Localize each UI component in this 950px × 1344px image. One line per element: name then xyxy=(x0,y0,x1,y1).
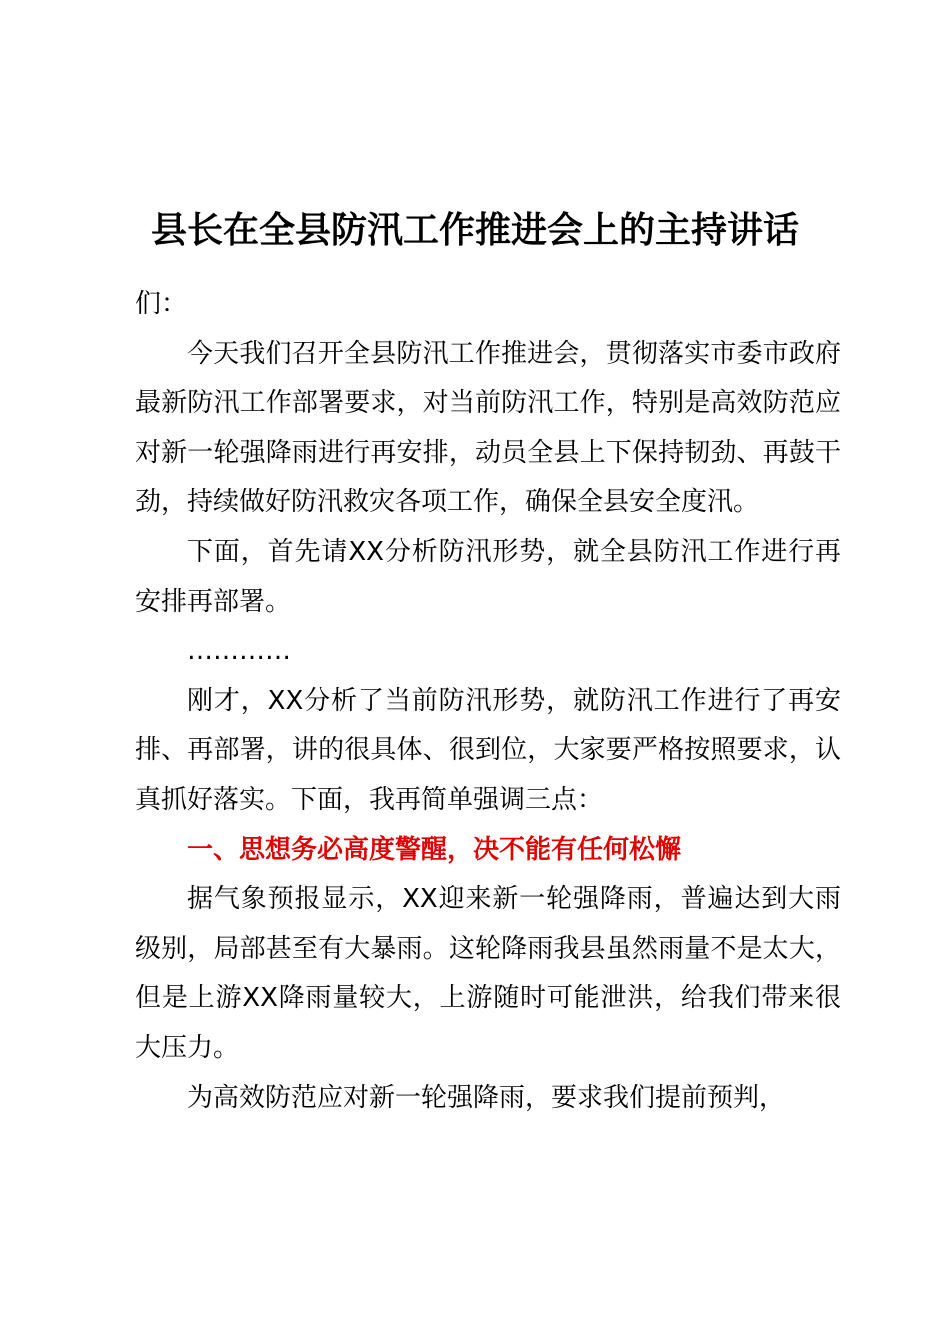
document-body xyxy=(135,280,841,1123)
document-title: 县长在全县防汛工作推进会上的主持讲话 xyxy=(150,210,799,251)
paragraph-summary: 刚才，XX分析了当前防汛形势，就防汛工作进行了再安排、再部署，讲的很具体、很到位，大家要严格按照要求，认真抓好落实。下面，我再简单强调三点： xyxy=(135,685,841,815)
paragraph-intro: 今天我们召开全县防汛工作推进会，贯彻落实市委市政府最新防汛工作部署要求，对当前防汛工作，特别是高效防范应对新一轮强降雨进行再安排，动员全县上下保持韧劲、再鼓干劲，持续做好防汛救灾各项工作，确保全县安全度汛。 xyxy=(135,338,841,518)
salutation: 们： xyxy=(135,289,188,319)
paragraph-agenda: 下面，首先请XX分析防汛形势，就全县防汛工作进行再安排再部署。 xyxy=(135,536,841,617)
paragraph-ellipsis: ………… xyxy=(187,636,291,667)
paragraph-prevention: 为高效防范应对新一轮强降雨，要求我们提前预判， xyxy=(187,1082,786,1113)
paragraph-forecast: 据气象预报显示，XX迎来新一轮强降雨，普遍达到大雨级别，局部甚至有大暴雨。这轮降雨我县虽然雨量不是太大，但是上游XX降雨量较大，上游随时可能泄洪，给我们带来很大压力。 xyxy=(135,884,841,1063)
section-heading: 一、思想务必高度警醒，决不能有任何松懈 xyxy=(187,834,682,865)
